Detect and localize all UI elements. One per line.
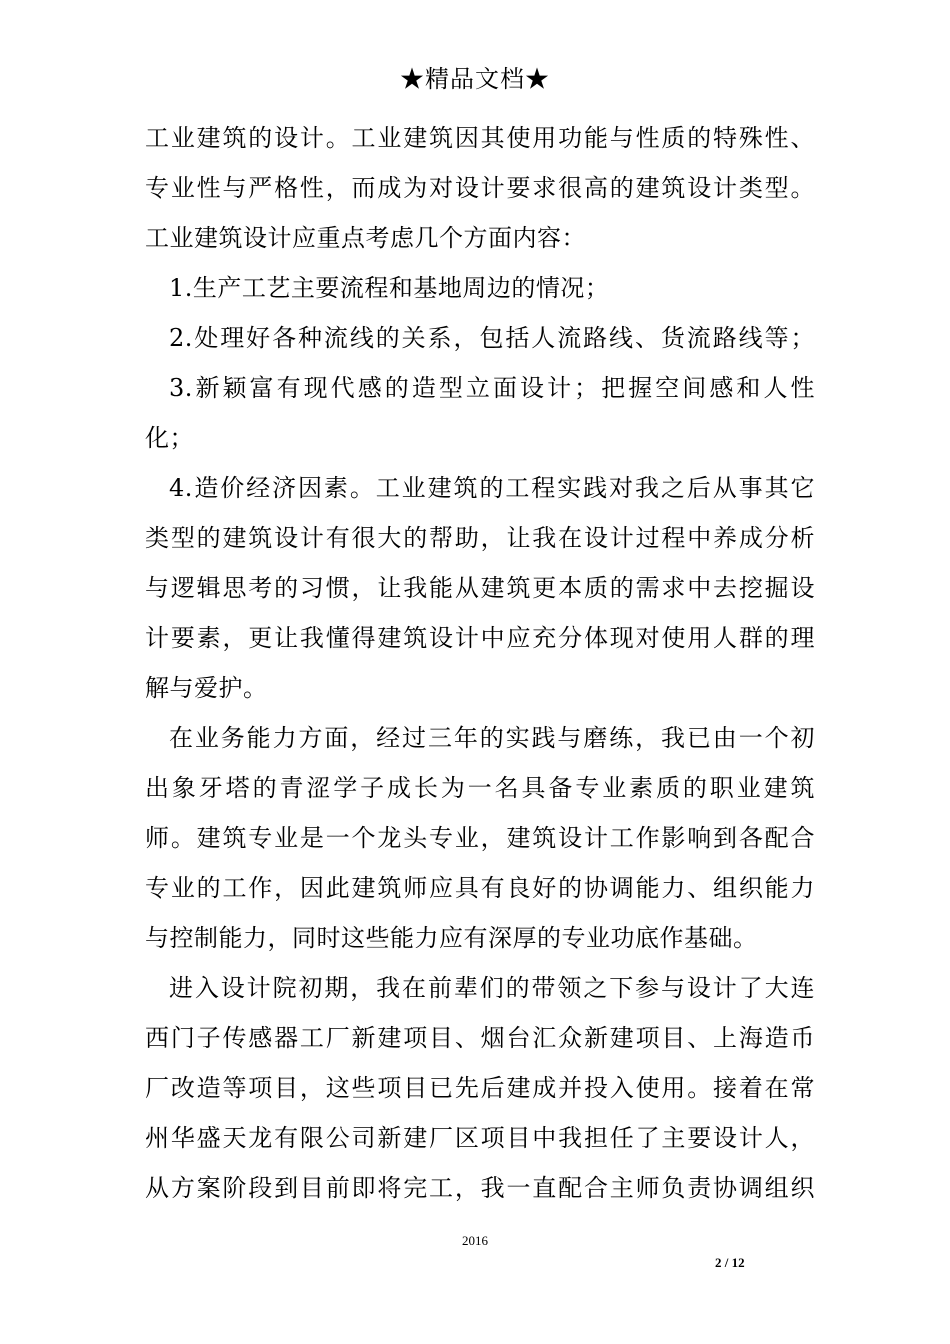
page-number: 2 / 12: [715, 1255, 745, 1270]
text-line: 化；: [145, 424, 194, 452]
text-line: 工业建筑设计应重点考虑几个方面内容：: [145, 224, 586, 252]
text-line: 1.生产工艺主要流程和基地周边的情况；: [169, 274, 610, 302]
text-line: 从方案阶段到目前即将完工，我一直配合主师负责协调组织: [145, 1174, 815, 1202]
text-line: 计要素，更让我懂得建筑设计中应充分体现对使用人群的理: [145, 624, 815, 652]
text-line: 州华盛天龙有限公司新建厂区项目中我担任了主要设计人，: [145, 1124, 815, 1152]
text-line: 与控制能力，同时这些能力应有深厚的专业功底作基础。: [145, 924, 758, 952]
text-line: 工业建筑的设计。工业建筑因其使用功能与性质的特殊性、: [145, 124, 815, 152]
text-line: 厂改造等项目，这些项目已先后建成并投入使用。接着在常: [145, 1074, 815, 1102]
text-line: 专业性与严格性，而成为对设计要求很高的建筑设计类型。: [145, 174, 815, 202]
page-header-title: ★精品文档★: [400, 65, 550, 93]
text-line: 2.处理好各种流线的关系，包括人流路线、货流路线等；: [169, 324, 815, 352]
text-line: 与逻辑思考的习惯，让我能从建筑更本质的需求中去挖掘设: [145, 574, 815, 602]
text-line: 类型的建筑设计有很大的帮助，让我在设计过程中养成分析: [145, 524, 815, 552]
text-line: 3.新颖富有现代感的造型立面设计；把握空间感和人性: [169, 374, 815, 402]
text-line: 出象牙塔的青涩学子成长为一名具备专业素质的职业建筑: [145, 774, 815, 802]
footer-year: 2016: [462, 1233, 488, 1248]
text-line: 西门子传感器工厂新建项目、烟台汇众新建项目、上海造币: [145, 1024, 815, 1052]
text-line: 在业务能力方面，经过三年的实践与磨练，我已由一个初: [169, 724, 815, 752]
document-body: [145, 113, 815, 1213]
text-line: 4.造价经济因素。工业建筑的工程实践对我之后从事其它: [169, 474, 815, 502]
text-line: 师。建筑专业是一个龙头专业，建筑设计工作影响到各配合: [145, 824, 815, 852]
text-line: 进入设计院初期，我在前辈们的带领之下参与设计了大连: [169, 974, 815, 1002]
text-line: 解与爱护。: [145, 674, 268, 702]
text-line: 专业的工作，因此建筑师应具有良好的协调能力、组织能力: [145, 874, 815, 902]
